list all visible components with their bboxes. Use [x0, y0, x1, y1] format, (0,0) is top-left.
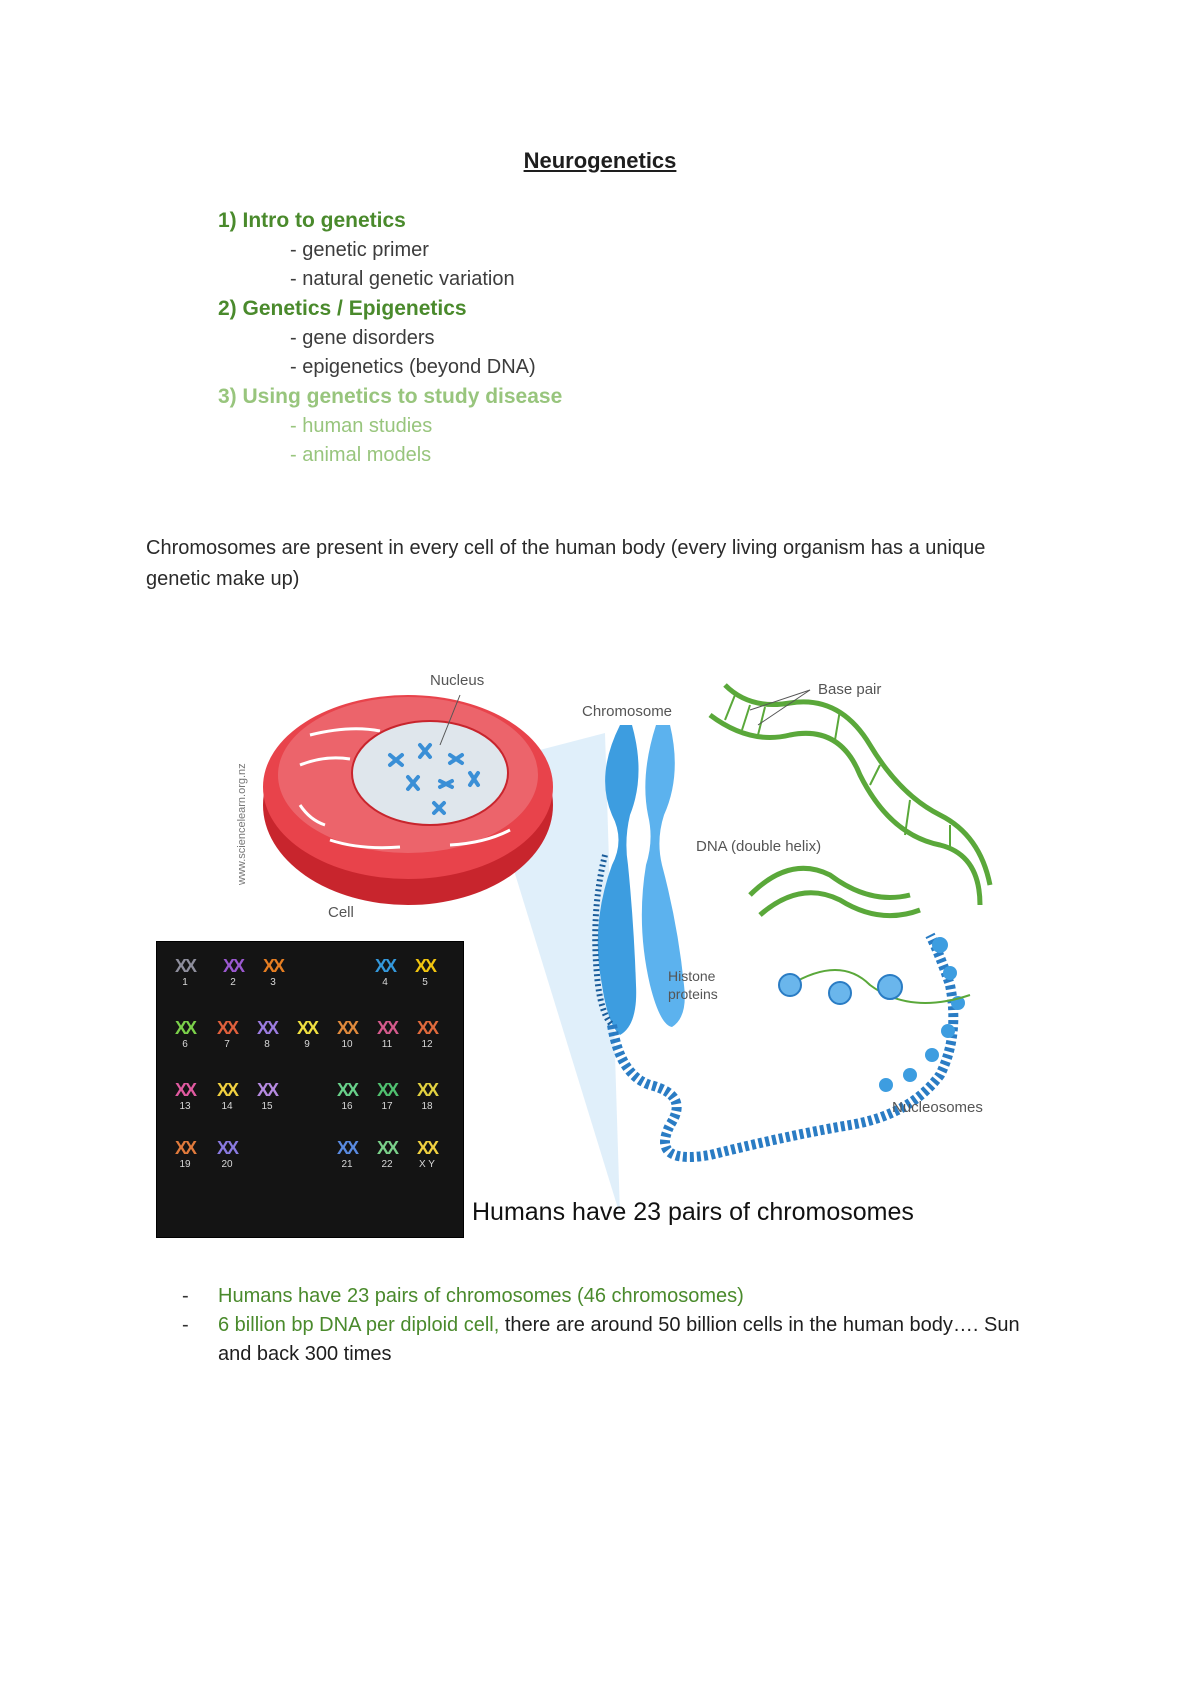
outline-section-3 [218, 382, 562, 470]
chromosome-figure [150, 655, 1020, 1255]
section-heading: 2) Genetics / Epigenetics [218, 297, 467, 320]
chromosome-number: 17 [381, 1101, 393, 1112]
karyotype-pair [207, 1018, 247, 1050]
karyotype-pair [207, 1080, 247, 1112]
chromosome-number: 19 [179, 1159, 191, 1170]
karyotype-pair [327, 1018, 367, 1050]
karyotype-pair [405, 956, 445, 988]
karyotype-image [156, 941, 464, 1238]
chromosome-pair-icon: XX [376, 1080, 397, 1100]
karyotype-pair [407, 1138, 447, 1170]
outline-item: - animal models [290, 444, 432, 466]
source-watermark: www.sciencelearn.org.nz [236, 763, 248, 885]
chromosome-pair-icon: XX [414, 956, 435, 976]
histone-label-line2: proteins [668, 986, 718, 1002]
chromosome-pair-icon: XX [416, 1138, 437, 1158]
outline-item: - genetic primer [290, 239, 429, 261]
outline-item: - epigenetics (beyond DNA) [290, 356, 536, 378]
base-pair-pointers [750, 690, 810, 725]
karyotype-pair [407, 1080, 447, 1112]
karyotype-pair [287, 1018, 327, 1050]
dna-label: DNA (double helix) [696, 838, 822, 855]
bullet-text: there are around 50 billion cells in the human body…. Sun and back 300 times [218, 1314, 1020, 1365]
chromosome-number: 7 [224, 1039, 230, 1050]
karyotype-pair [165, 1138, 205, 1170]
chromosome-pair-icon: XX [376, 1018, 397, 1038]
bullet-item [182, 1311, 1042, 1369]
outline-item: - natural genetic variation [290, 268, 515, 290]
chromosome-number: X Y [419, 1159, 435, 1170]
karyotype-pair [165, 1080, 205, 1112]
karyotype-pair [165, 1018, 205, 1050]
base-pair-rungs [725, 695, 950, 850]
chromosome-number: 12 [421, 1039, 433, 1050]
chromosome-number: 8 [264, 1039, 270, 1050]
chromosome-number: 18 [421, 1101, 433, 1112]
chromosome-pair-icon: XX [216, 1138, 237, 1158]
karyotype-pair [367, 1138, 407, 1170]
chromosome-pair-icon: XX [416, 1080, 437, 1100]
karyotype-pair [367, 1018, 407, 1050]
outline-section-1 [218, 206, 562, 294]
cell-illustration [263, 695, 553, 905]
histone-illustration [779, 974, 902, 1004]
chromosome-number: 11 [381, 1039, 393, 1050]
outline-item: - human studies [290, 415, 433, 437]
chromosome-number: 5 [422, 977, 428, 988]
karyotype-pair [253, 956, 293, 988]
karyotype-pair [247, 1080, 287, 1112]
chromosome-pair-icon: XX [216, 1018, 237, 1038]
topic-outline [218, 206, 562, 470]
chromosome-number: 21 [341, 1159, 353, 1170]
section-heading: 1) Intro to genetics [218, 209, 406, 232]
chromosome-label: Chromosome [582, 703, 673, 720]
base-pair-label: Base pair [818, 681, 882, 698]
chromosome-number: 4 [382, 977, 388, 988]
karyotype-pair [327, 1138, 367, 1170]
chromosome-number: 13 [179, 1101, 191, 1112]
chromosome-number: 6 [182, 1039, 188, 1050]
bullet-dash: - [182, 1285, 189, 1307]
karyotype-pair [247, 1018, 287, 1050]
chromosome-number: 22 [381, 1159, 393, 1170]
chromosome-pair-icon: XX [262, 956, 283, 976]
chromosome-number: 14 [221, 1101, 233, 1112]
nucleus-label: Nucleus [430, 672, 485, 689]
chromosome-pair-icon: XX [256, 1018, 277, 1038]
chromosome-number: 15 [261, 1101, 273, 1112]
chromosome-pair-icon: XX [296, 1018, 317, 1038]
bullet-text-green: 6 billion bp DNA per diploid cell, [218, 1314, 500, 1336]
chromosome-number: 2 [230, 977, 236, 988]
chromosome-pair-icon: XX [174, 1138, 195, 1158]
section-heading: 3) Using genetics to study disease [218, 385, 563, 408]
intro-paragraph: Chromosomes are present in every cell of the human body (every living organism has a unique genetic make up) [146, 537, 986, 590]
nucleosomes-label: Nucleosomes [892, 1099, 983, 1116]
chromosome-number: 20 [221, 1159, 233, 1170]
bullet-list [182, 1282, 1042, 1369]
figure-caption: Humans have 23 pairs of chromosomes [472, 1198, 914, 1226]
chromosome-pair-icon: XX [222, 956, 243, 976]
page-title: Neurogenetics [523, 148, 677, 173]
outline-item: - gene disorders [290, 327, 435, 349]
outline-section-2 [218, 294, 562, 382]
chromosome-number: 10 [341, 1039, 353, 1050]
chromosome-pair-icon: XX [336, 1080, 357, 1100]
chromosome-pair-icon: XX [336, 1138, 357, 1158]
chromosome-pair-icon: XX [374, 956, 395, 976]
chromosome-pair-icon: XX [416, 1018, 437, 1038]
karyotype-pair [327, 1080, 367, 1112]
karyotype-pair [213, 956, 253, 988]
histone-label-line1: Histone [668, 968, 716, 984]
chromosome-number: 3 [270, 977, 276, 988]
chromosome-pair-icon: XX [174, 1080, 195, 1100]
karyotype-pair [365, 956, 405, 988]
karyotype-pair [407, 1018, 447, 1050]
bullet-item [182, 1282, 1042, 1311]
bullet-text-green: Humans have 23 pairs of chromosomes (46 chromosomes) [218, 1285, 744, 1307]
chromosome-number: 9 [304, 1039, 310, 1050]
chromosome-pair-icon: XX [336, 1018, 357, 1038]
chromosome-pair-icon: XX [376, 1138, 397, 1158]
bullet-dash: - [182, 1314, 189, 1336]
chromosome-number: 1 [182, 977, 188, 988]
chromosome-pair-icon: XX [174, 1018, 195, 1038]
chromosome-pair-icon: XX [256, 1080, 277, 1100]
chromosome-number: 16 [341, 1101, 353, 1112]
cell-label: Cell [328, 904, 354, 921]
karyotype-pair [165, 956, 205, 988]
karyotype-pair [207, 1138, 247, 1170]
karyotype-pair [367, 1080, 407, 1112]
chromosome-pair-icon: XX [216, 1080, 237, 1100]
chromosome-pair-icon: XX [174, 956, 195, 976]
